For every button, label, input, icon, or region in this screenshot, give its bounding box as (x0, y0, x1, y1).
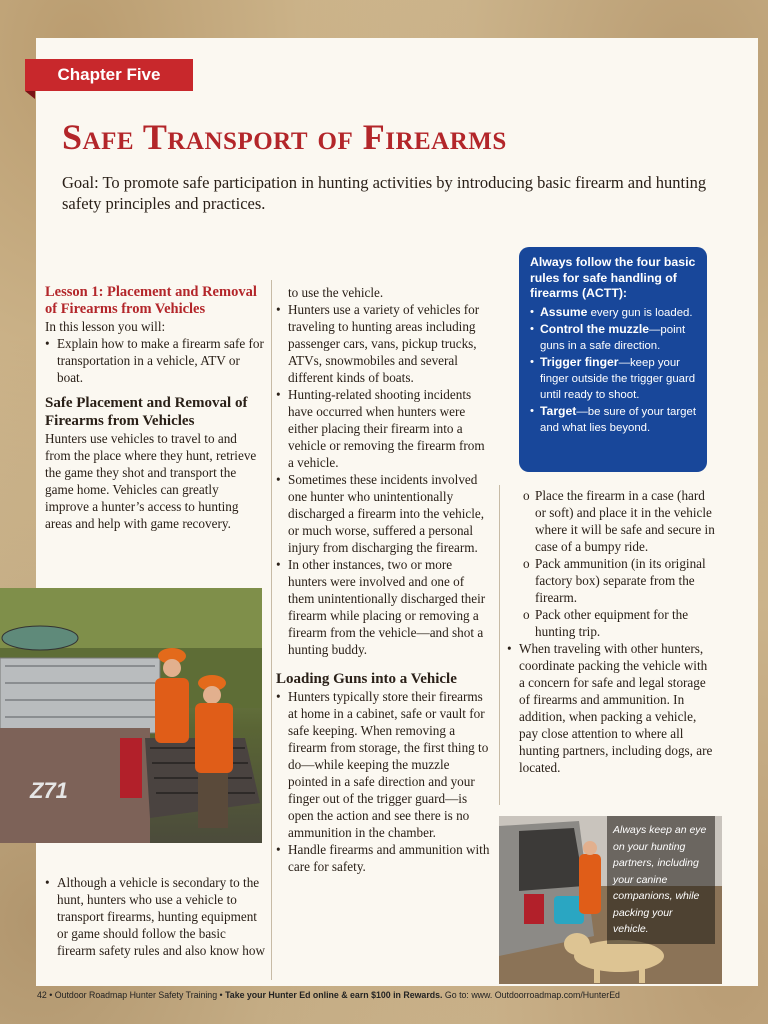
rule-key: Assume (540, 304, 588, 319)
column-2 (276, 284, 492, 875)
column-1-bottom (45, 874, 265, 959)
sub-bullet-item: o Place the firearm in a case (hard or soft) and place it in the vehicle where it will be safe and secure in case of a bumpy ride. (523, 487, 715, 555)
rule-key: Trigger finger (540, 354, 619, 369)
column-divider-2 (499, 485, 500, 805)
actt-callout (519, 247, 707, 472)
bullet-item: • Handle firearms and ammunition with care for safety. (276, 841, 492, 875)
actt-rule-target (530, 403, 697, 436)
vehicle-secondary-bullet: • Although a vehicle is secondary to the hunt, hunters who use a vehicle to transport firearms, hunting equipment or game should follow the basic firearm safety rules and also know how (45, 874, 265, 959)
section-paragraph: Hunters use vehicles to travel to and from the place where they hunt, retrieve the game they shot and transport the game home. Vehicles can greatly improve a hunter’s access to hunting areas and help with game recovery. (45, 431, 257, 531)
bullet-item: • Hunters typically store their firearms at home in a cabinet, safe or vault for safe keeping. When removing a firearm from storage, the first thing to do—while keeping the muzzle pointed in a safe direction and your finger out of the trigger guard—is open the action and see there is no ammunition in the chamber. (276, 688, 492, 841)
sub-bullet-item: o Pack ammunition (in its original factory box) separate from the firearm. (523, 555, 715, 606)
lesson-objective: • Explain how to make a firearm safe for transportation in a vehicle, ATV or boat. (45, 335, 265, 386)
rule-text: every gun is loaded. (587, 306, 693, 319)
section-heading: Safe Placement and Removal of Firearms from Vehicles (45, 395, 248, 429)
rule-text: —be sure of your target and what lies beyond. (540, 405, 697, 434)
column-divider-1 (271, 280, 272, 980)
bullet-item: • Sometimes these incidents involved one hunter who unintentionally discharged a firearm into the vehicle, or much worse, suffered a personal injury from discharging the firearm. (276, 471, 492, 556)
callout-heading: Always follow the four basic rules for safe handling of firearms (ACTT): (530, 255, 696, 300)
column-1 (45, 284, 265, 532)
lesson-intro: In this lesson you will: (45, 319, 166, 334)
footer-left: 42 • Outdoor Roadmap Hunter Safety Training • (37, 990, 226, 1000)
continuation-text: to use the vehicle. (288, 285, 384, 300)
bullet-item: • In other instances, two or more hunters were involved and one of them unintentionally discharged their firearm while placing or removing a firearm from the vehicle—and shot a hunting buddy. (276, 556, 492, 658)
bullet-item: • Hunters use a variety of vehicles for traveling to hunting areas including passenger cars, vans, pickup trucks, ATVs, snowmobiles and several different kinds of boats. (276, 301, 492, 386)
bullet-item: • When traveling with other hunters, coordinate packing the vehicle with a concern for safe and legal storage of firearms and ammunition. In addition, when packing a vehicle, pay close attention to where all hunting partners, including dogs, are located. (507, 640, 715, 776)
chapter-tab (25, 59, 193, 91)
lesson-heading: Lesson 1: Placement and Removal of Firearms from Vehicles (45, 284, 257, 317)
photo-caption: Always keep an eye on your hunting partners, including your canine companions, while packing your vehicle. (607, 816, 715, 944)
loading-bullets (276, 688, 492, 875)
sub-bullet-item: o Pack other equipment for the hunting trip. (523, 606, 715, 640)
traveling-bullets (507, 640, 715, 776)
rule-key: Control the muzzle (540, 321, 650, 336)
loading-heading: Loading Guns into a Vehicle (276, 671, 457, 687)
actt-rule-control (530, 321, 697, 354)
actt-rules (530, 304, 697, 436)
actt-rule-assume (530, 304, 697, 321)
hunters-truck-photo (0, 588, 262, 843)
page-title: Safe Transport of Firearms (62, 117, 507, 157)
lesson-objectives (45, 335, 265, 386)
truck-illustration (0, 588, 262, 843)
packing-sub-bullets (507, 487, 715, 640)
truck-badge: Z71 (30, 778, 68, 803)
rule-text: —point guns in a safe direction. (540, 323, 686, 352)
footer-promo: Take your Hunter Ed online & earn $100 in Rewards. (225, 990, 443, 1000)
chapter-label: Chapter Five (57, 65, 161, 84)
vehicle-incident-bullets (276, 301, 492, 658)
rule-text: —keep your finger outside the trigger guard until ready to shoot. (540, 356, 696, 401)
footer-link[interactable]: Go to: www. Outdoorroadmap.com/HunterEd (442, 990, 620, 1000)
rule-key: Target (540, 403, 577, 418)
bullet-item: • Hunting-related shooting incidents have occurred when hunters were either placing their firearm into a vehicle or removing the firearm from a vehicle. (276, 386, 492, 471)
page-footer (37, 990, 759, 1000)
actt-rule-trigger (530, 354, 697, 403)
goal-text: Goal: To promote safe participation in hunting activities by introducing basic firearm and hunting safety principles and practices. (62, 173, 707, 213)
column-3 (507, 487, 715, 776)
